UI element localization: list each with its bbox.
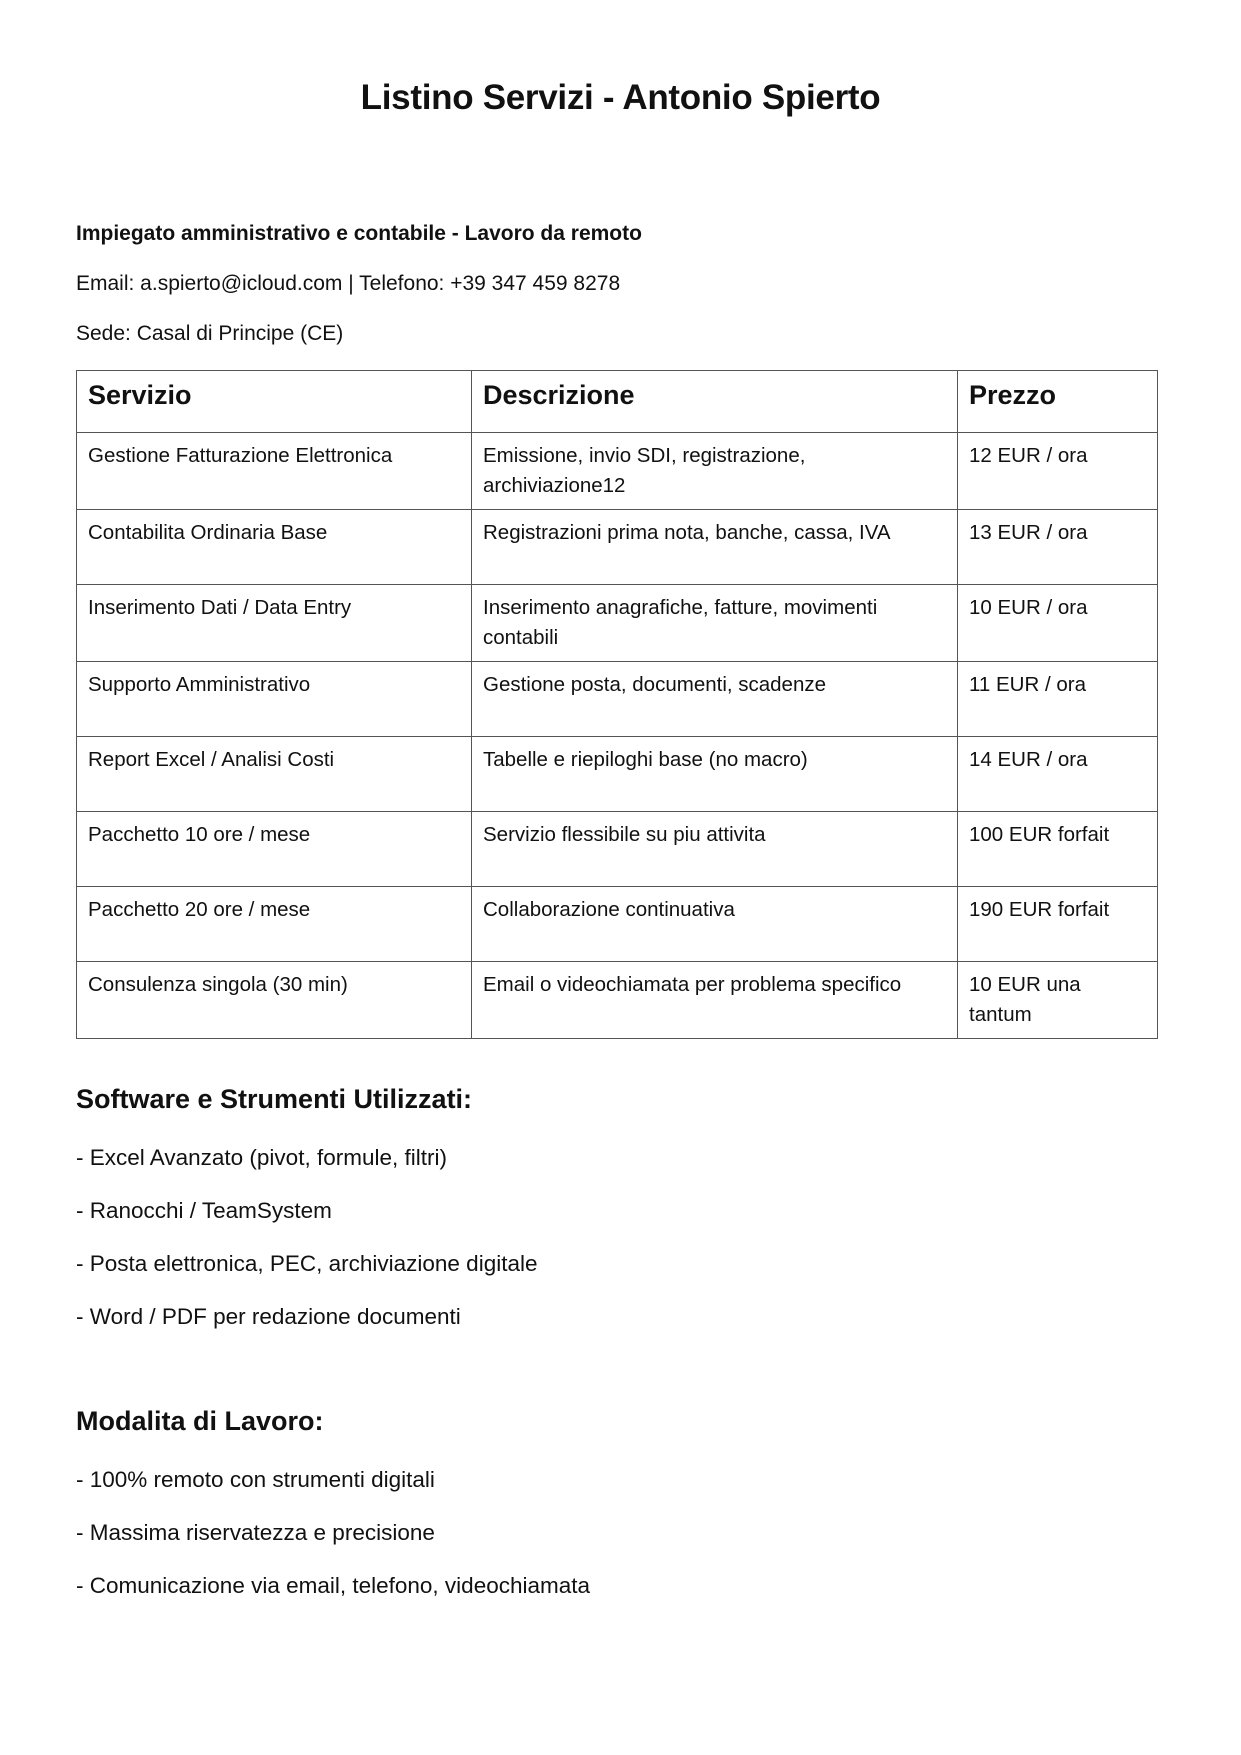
work-mode-item: - 100% remoto con strumenti digitali — [76, 1467, 435, 1492]
price-cell: 10 EUR / ora — [958, 585, 1158, 662]
table-row — [77, 433, 1158, 510]
price-cell: 10 EUR una tantum — [958, 962, 1158, 1039]
price-cell: 14 EUR / ora — [958, 737, 1158, 812]
service-cell: Pacchetto 20 ore / mese — [77, 887, 472, 962]
software-item: - Posta elettronica, PEC, archiviazione digitale — [76, 1251, 538, 1276]
software-item: - Word / PDF per redazione documenti — [76, 1304, 461, 1329]
description-cell: Emissione, invio SDI, registrazione, archiviazione12 — [472, 433, 958, 510]
table-row — [77, 962, 1158, 1039]
location-line: Sede: Casal di Principe (CE) — [76, 322, 344, 345]
service-cell: Pacchetto 10 ore / mese — [77, 812, 472, 887]
work-mode-item: - Comunicazione via email, telefono, videochiamata — [76, 1573, 591, 1598]
job-subtitle: Impiegato amministrativo e contabile - Lavoro da remoto — [76, 222, 642, 245]
description-cell: Registrazioni prima nota, banche, cassa, IVA — [472, 510, 958, 585]
service-cell: Gestione Fatturazione Elettronica — [77, 433, 472, 510]
price-cell: 12 EUR / ora — [958, 433, 1158, 510]
service-cell: Consulenza singola (30 min) — [77, 962, 472, 1039]
table-row — [77, 812, 1158, 887]
page-title: Listino Servizi - Antonio Spierto — [360, 78, 881, 117]
description-cell: Tabelle e riepiloghi base (no macro) — [472, 737, 958, 812]
contact-line: Email: a.spierto@icloud.com | Telefono: +39 347 459 8278 — [76, 272, 621, 295]
service-cell: Report Excel / Analisi Costi — [77, 737, 472, 812]
software-item: - Excel Avanzato (pivot, formule, filtri) — [76, 1145, 447, 1170]
description-cell: Collaborazione continuativa — [472, 887, 958, 962]
table-row — [77, 510, 1158, 585]
software-item: - Ranocchi / TeamSystem — [76, 1198, 332, 1223]
service-cell: Supporto Amministrativo — [77, 662, 472, 737]
description-cell: Email o videochiamata per problema specifico — [472, 962, 958, 1039]
price-cell: 190 EUR forfait — [958, 887, 1158, 962]
description-cell: Servizio flessibile su piu attivita — [472, 812, 958, 887]
service-cell: Contabilita Ordinaria Base — [77, 510, 472, 585]
software-heading: Software e Strumenti Utilizzati: — [76, 1084, 473, 1114]
price-cell: 100 EUR forfait — [958, 812, 1158, 887]
price-table — [76, 370, 1158, 1039]
work-mode-item: - Massima riservatezza e precisione — [76, 1520, 435, 1545]
header-prezzo: Prezzo — [958, 371, 1158, 433]
work-mode-heading: Modalita di Lavoro: — [76, 1406, 324, 1436]
table-header-row — [77, 371, 1158, 433]
table-row — [77, 887, 1158, 962]
table-row — [77, 662, 1158, 737]
price-cell: 11 EUR / ora — [958, 662, 1158, 737]
header-servizio: Servizio — [77, 371, 472, 433]
header-descrizione: Descrizione — [472, 371, 958, 433]
price-cell: 13 EUR / ora — [958, 510, 1158, 585]
service-cell: Inserimento Dati / Data Entry — [77, 585, 472, 662]
table-row — [77, 737, 1158, 812]
description-cell: Gestione posta, documenti, scadenze — [472, 662, 958, 737]
description-cell: Inserimento anagrafiche, fatture, movimenti contabili — [472, 585, 958, 662]
table-row — [77, 585, 1158, 662]
